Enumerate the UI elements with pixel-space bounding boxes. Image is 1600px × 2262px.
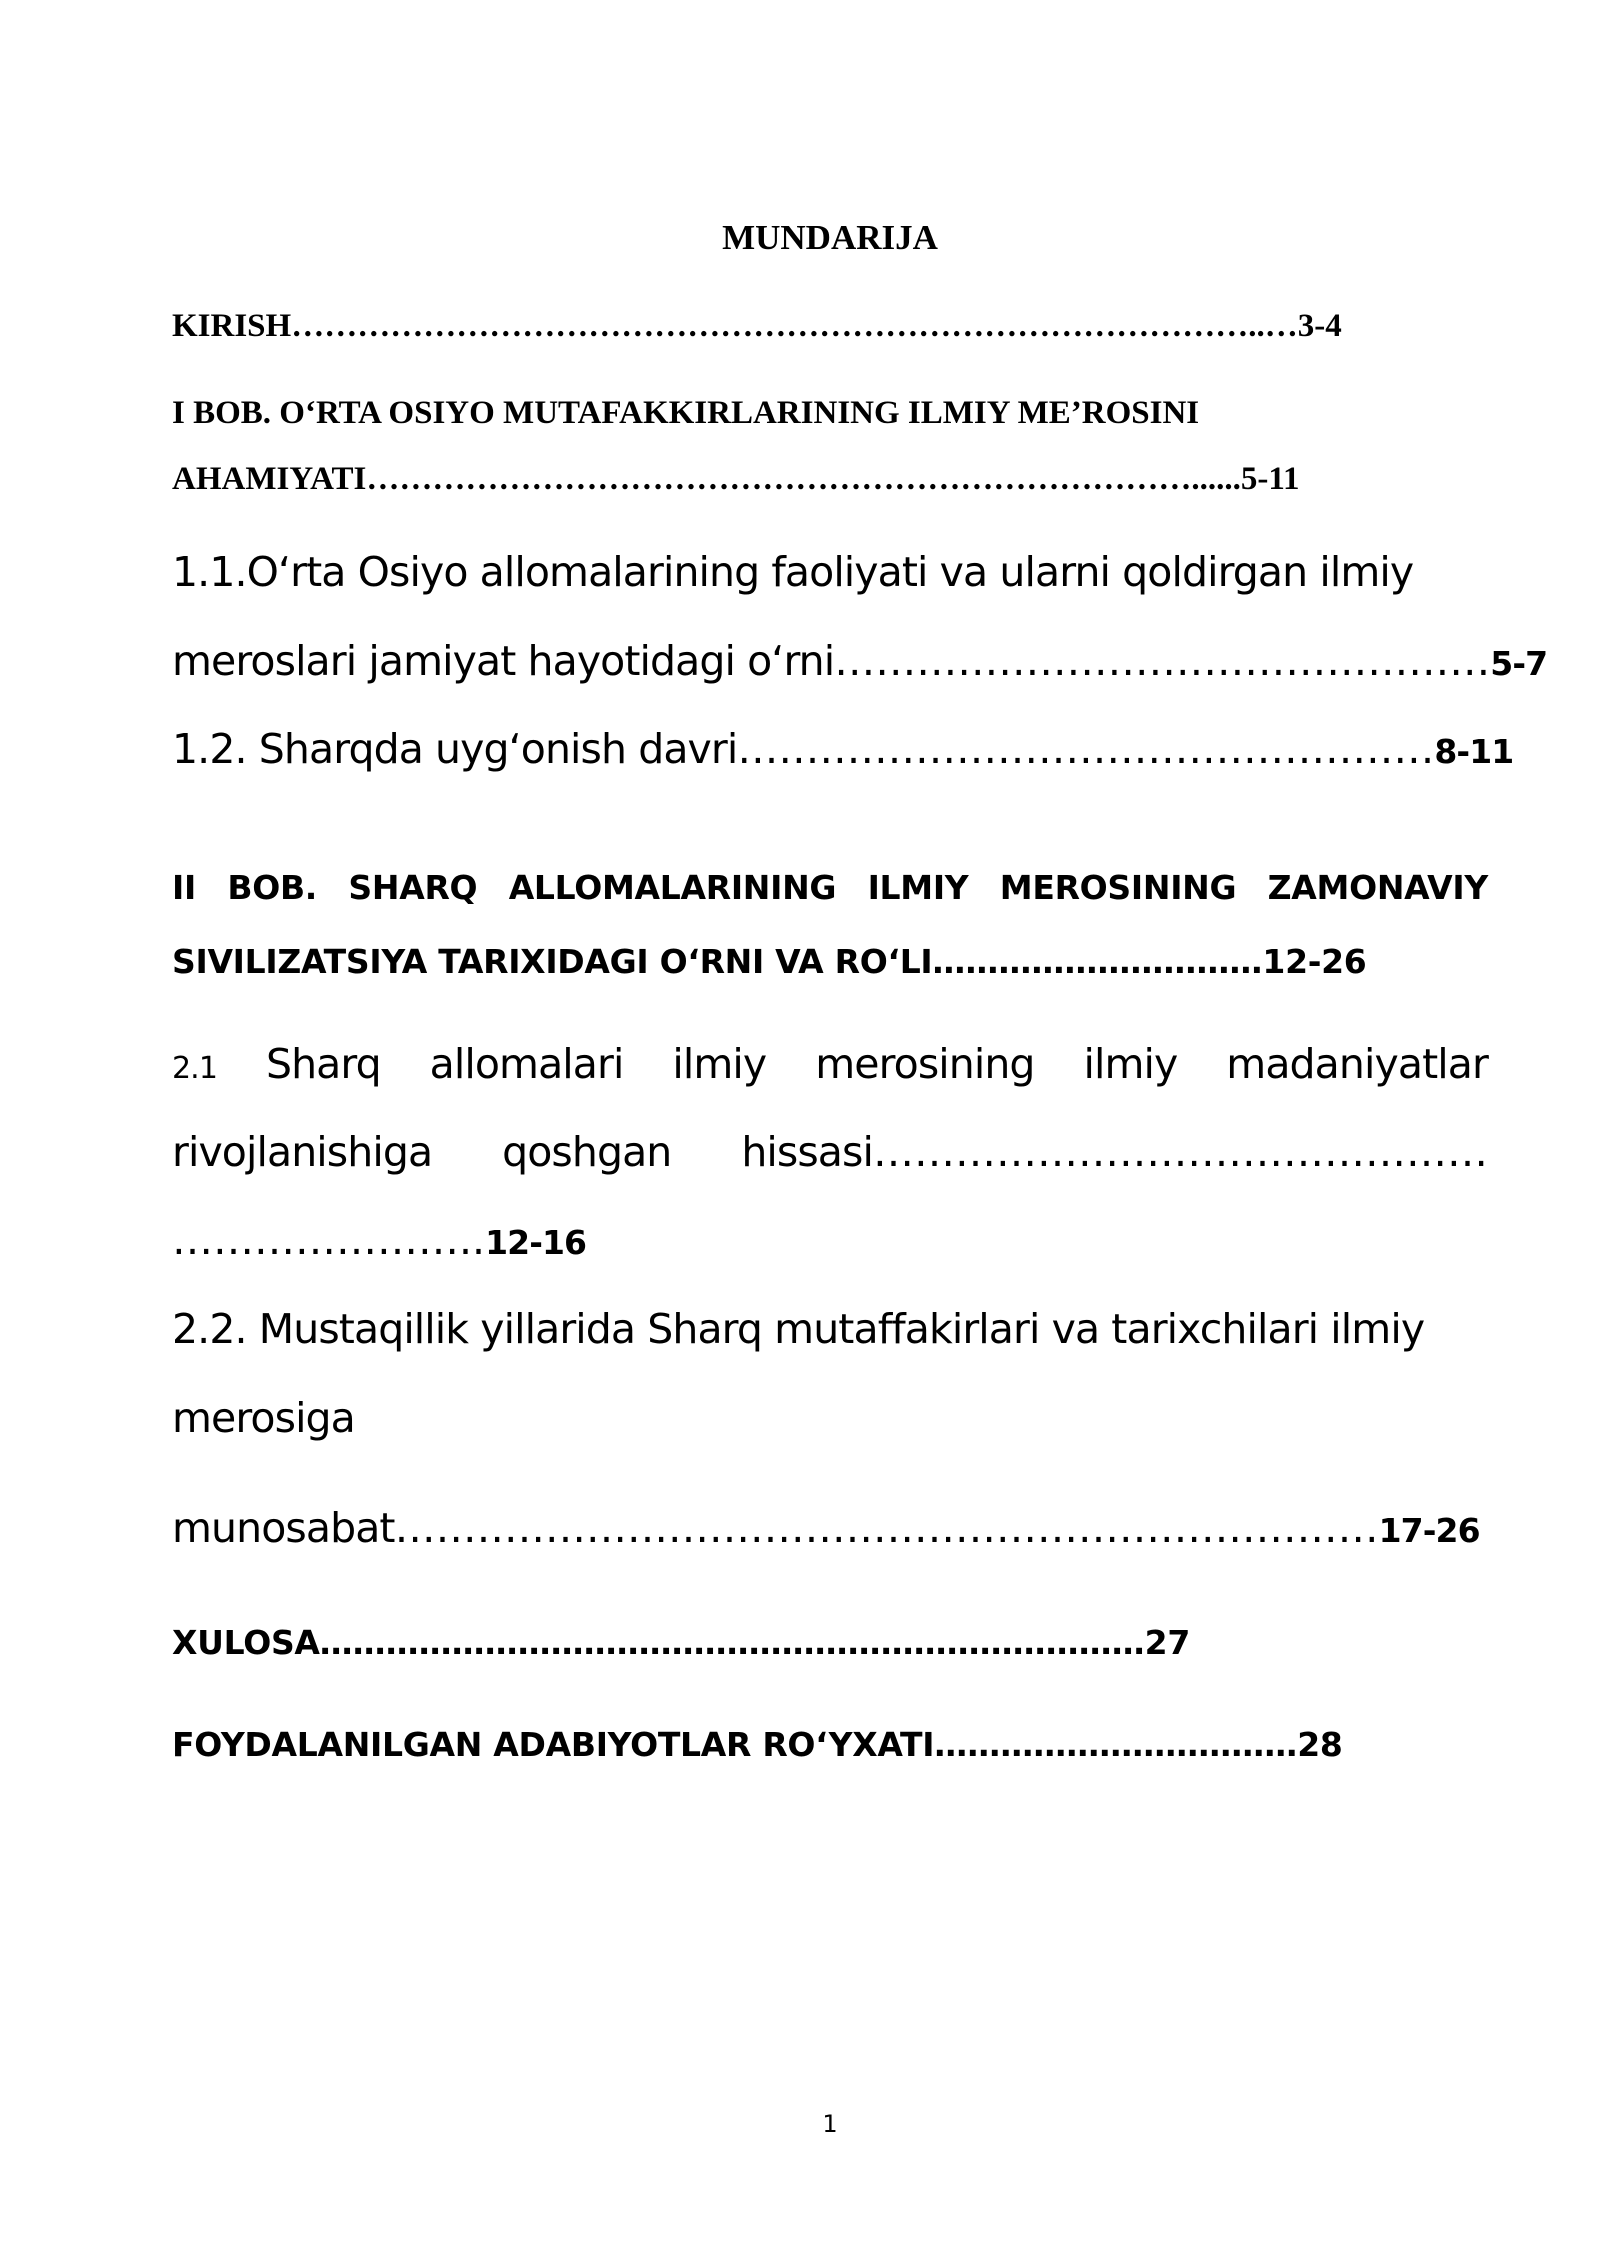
toc-title: MUNDARIJA (722, 218, 938, 257)
toc-dot-leader: ……………………………………………………………… (394, 1504, 1379, 1552)
toc-page-range: 12-16 (485, 1223, 587, 1262)
toc-chapter-2-line-1 (172, 868, 1488, 907)
toc-dot-leader: ……………………………………… (873, 1128, 1488, 1176)
toc-page-range: 27 (1144, 1623, 1190, 1662)
toc-dot-leader: …………………………………………… (737, 725, 1435, 773)
toc-page-range: 3-4 (1297, 308, 1342, 344)
toc-page-range: 12-26 (1262, 942, 1367, 981)
toc-section-number: 2.1 (172, 1051, 218, 1086)
toc-chapter-2-line-2 (172, 942, 1366, 981)
toc-section-2-2-line-2: merosiga (172, 1394, 355, 1442)
toc-page-range: 5-11 (1240, 461, 1300, 497)
toc-word: SHARQ (348, 868, 478, 907)
toc-word: madaniyatlar (1226, 1040, 1488, 1088)
toc-entry-bibliography (172, 1725, 1343, 1764)
toc-word: hissasi (741, 1128, 873, 1176)
toc-section-2-1-line-2 (172, 1128, 1488, 1176)
toc-page-range: 5-7 (1490, 644, 1548, 683)
toc-section-2-2-line-1: 2.2. Mustaqillik yillarida Sharq mutaffakirlari va tarixchilari ilmiy (172, 1305, 1425, 1353)
toc-section-1-1-line-1: 1.1.O‘rta Osiyo allomalarining faoliyati va ularni qoldirgan ilmiy (172, 548, 1414, 596)
toc-chapter-1-line-2 (172, 461, 1300, 498)
page-number: 1 (822, 2110, 838, 2138)
toc-dot-leader: ………………….. (172, 1216, 486, 1264)
toc-page-range: 28 (1297, 1725, 1343, 1764)
toc-dot-leader: …………………………… (934, 1725, 1298, 1764)
toc-word: qoshgan (502, 1128, 672, 1176)
toc-word: ILMIY (867, 868, 969, 907)
toc-word: MEROSINING (999, 868, 1237, 907)
toc-word: ALLOMALARINING (508, 868, 837, 907)
toc-dot-leader: ………………………………………… (834, 637, 1491, 685)
toc-entry-label: FOYDALANILGAN ADABIYOTLAR RO‘YXATI (172, 1725, 935, 1764)
toc-dot-leader: ……………………………………………………………………………..… (291, 308, 1298, 344)
toc-word: allomalari (429, 1040, 624, 1088)
toc-word: II (172, 868, 196, 907)
toc-entry-tail (741, 1128, 1488, 1176)
toc-word: ilmiy (1083, 1040, 1178, 1088)
toc-page-range: 17-26 (1378, 1511, 1480, 1550)
toc-entry-label: munosabat (172, 1504, 395, 1552)
toc-entry-label: SIVILIZATSIYA TARIXIDAGI O‘RNI VA RO‘LI (172, 942, 933, 981)
toc-entry-xulosa (172, 1623, 1190, 1662)
toc-entry-label: 1.2. Sharqda uyg‘onish davri (172, 725, 738, 773)
toc-word: ilmiy (672, 1040, 767, 1088)
toc-word: BOB. (227, 868, 318, 907)
toc-chapter-1-line-1: I BOB. O‘RTA OSIYO MUTAFAKKIRLARINING ILMIY ME’ROSINI (172, 395, 1200, 431)
toc-word: Sharq (265, 1040, 381, 1088)
toc-entry-label: AHAMIYATI (172, 461, 367, 497)
toc-entry-label: meroslari jamiyat hayotidagi o‘rni (172, 637, 835, 685)
toc-dot-leader: …………………………………………………………………...... (366, 461, 1241, 497)
toc-entry-label: KIRISH (172, 308, 292, 344)
toc-section-2-2-line-3 (172, 1504, 1480, 1552)
toc-entry-label: XULOSA (172, 1623, 320, 1662)
toc-word: ZAMONAVIY (1267, 868, 1488, 907)
toc-section-2-1-line-1 (172, 1040, 1488, 1088)
toc-word: merosining (815, 1040, 1035, 1088)
toc-section-1-2 (172, 725, 1513, 773)
toc-entry-kirish (172, 308, 1342, 345)
toc-dot-leader: ………………………… (932, 942, 1263, 981)
toc-page-range: 8-11 (1434, 732, 1514, 771)
toc-dot-leader: ………………………………………………………………… (319, 1623, 1145, 1662)
toc-word: rivojlanishiga (172, 1128, 433, 1176)
toc-section-2-1-line-3 (172, 1216, 586, 1264)
toc-section-1-1-line-2 (172, 637, 1547, 685)
